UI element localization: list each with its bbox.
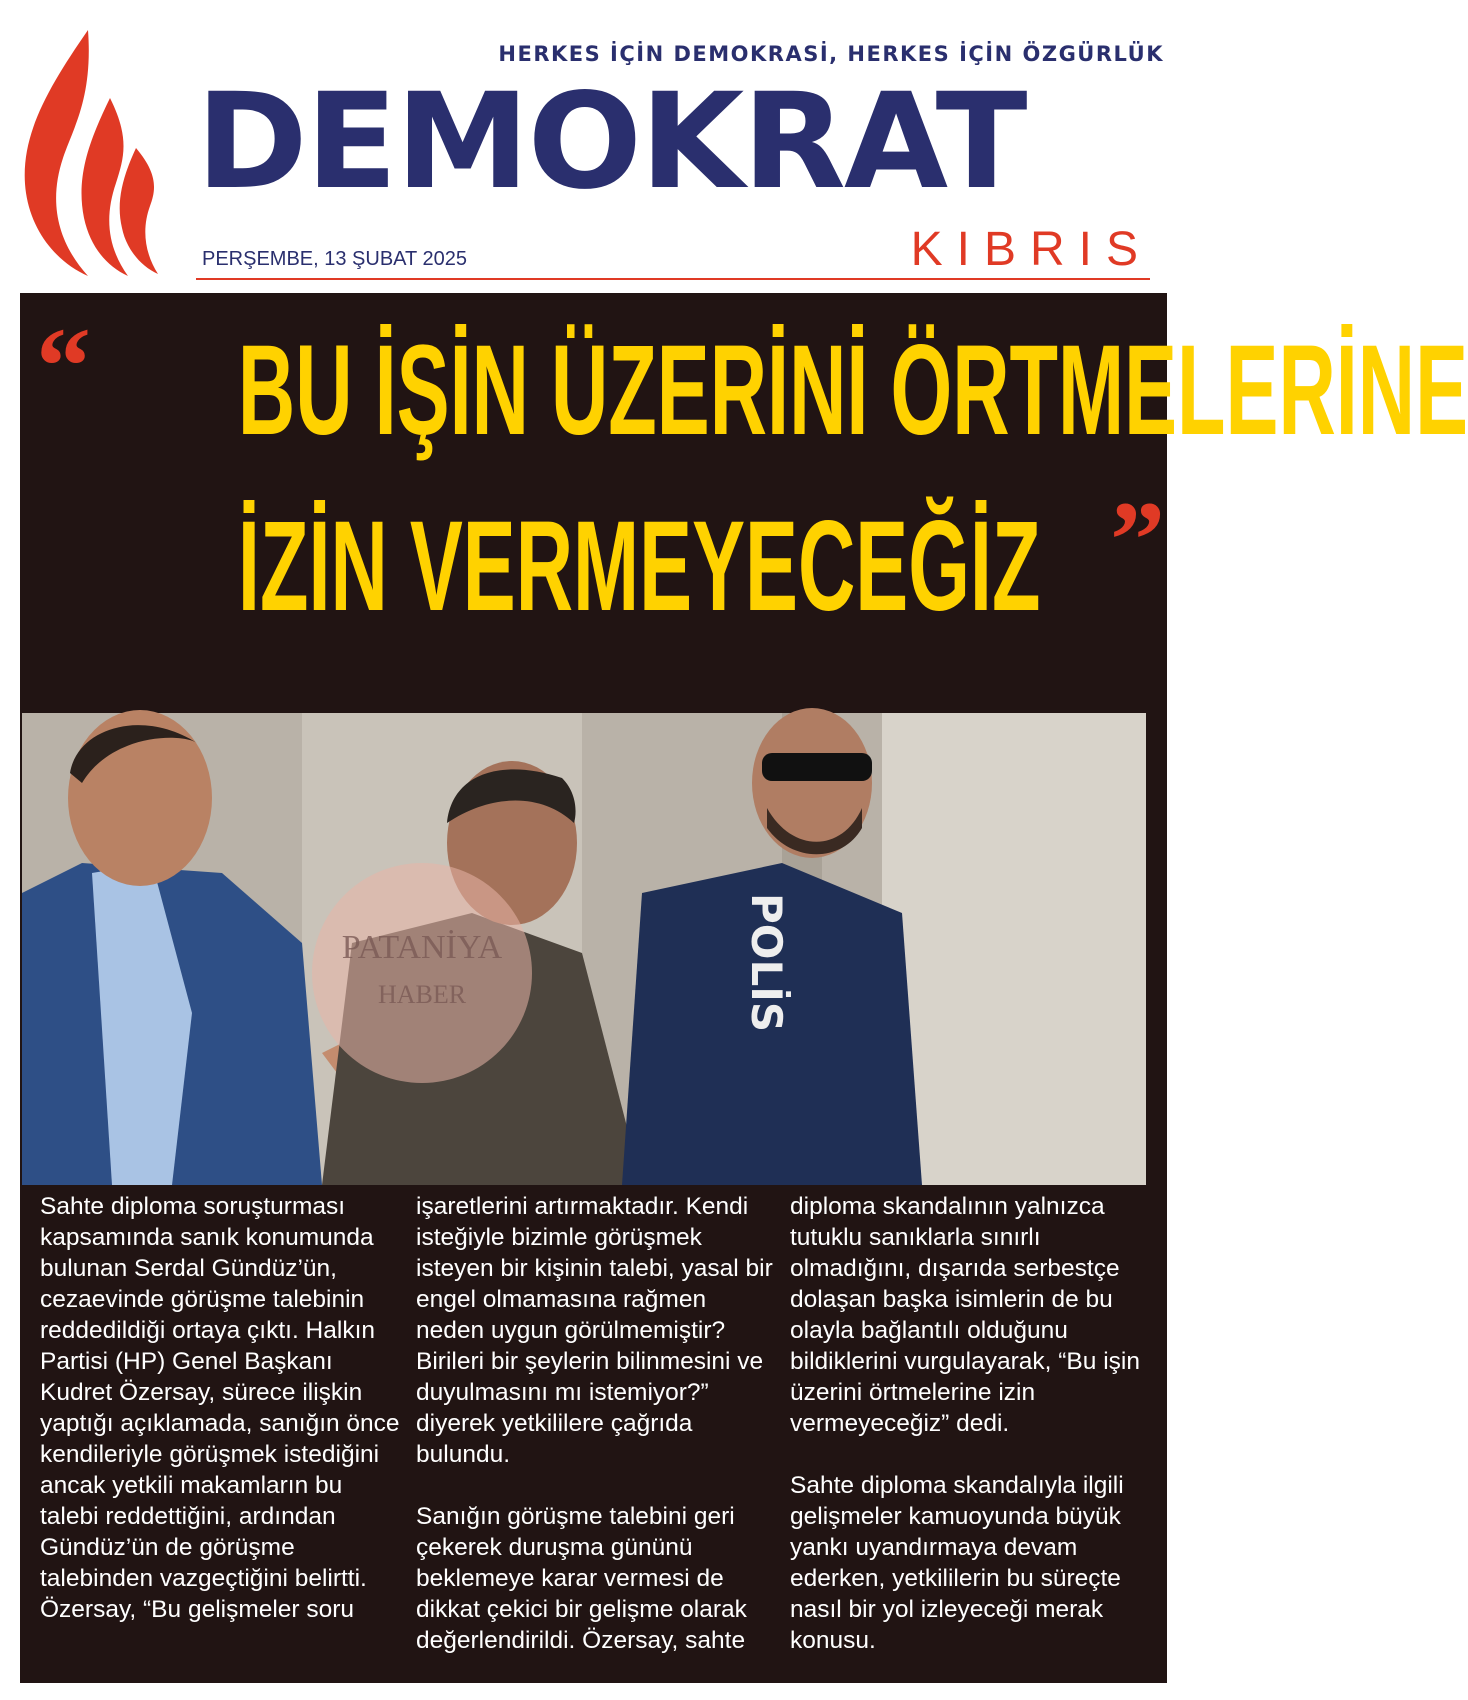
article-column-3: [790, 1191, 1150, 1687]
issue-date: PERŞEMBE, 13 ŞUBAT 2025: [202, 248, 467, 270]
front-page-panel: [20, 293, 1468, 1683]
masthead-divider: [196, 278, 1150, 280]
headline-close-quote: ”: [1110, 479, 1165, 601]
vest-lettering: POLİS: [742, 893, 791, 1033]
article-paragraph: Sahte diploma soruşturması kapsamında sanık konumunda bulunan Serdal Gündüz’ün, cezaevinde görüşme talebinin reddedildiği ortaya çıktı. Halkın Partisi (HP) Genel Başkanı Kudret Özersay, sürece ilişkin yaptığı açıklamada, sanığın önce kendileriyle görüşmek istediğini ancak yetkili makamların bu talebi reddettiğini, ardından Gündüz’ün de görüşme talebinden vazgeçtiğini belirtti. Özersay, “Bu gelişmeler soru: [40, 1193, 400, 1623]
article-paragraph: diploma skandalının yalnızca tutuklu sanıklarla sınırlı olmadığını, dışarıda serbestçe dolaşan başka isimlerin de bu olayla bağlantılı olduğunu bildiklerini vurgulayarak, “Bu işin üzerini örtmelerine izin vermeyeceğiz” dedi.: [790, 1193, 1140, 1437]
masthead-slogan: HERKES İÇİN DEMOKRASİ, HERKES İÇİN ÖZGÜRLÜK: [498, 42, 1164, 66]
newspaper-title: DEMOKRAT: [196, 65, 1026, 219]
headline-line-1: BU İŞİN ÜZERİNİ ÖRTMELERİNE: [237, 319, 1468, 462]
news-photo: [22, 713, 1146, 1185]
watermark-line-2: HABER: [377, 980, 467, 1009]
article-column-2: [416, 1191, 776, 1687]
article-paragraph: işaretlerini artırmaktadır. Kendi isteğiyle bizimle görüşmek isteyen bir kişinin talebi, yasal bir engel olmamasına rağmen neden uygun görülmemiştir? Birileri bir şeylerin bilinmesini ve duyulmasını mı istemiyor?” diyerek yetkililere çağrıda bulundu.: [416, 1193, 773, 1468]
watermark-line-1: PATANİYA: [341, 929, 503, 966]
article-paragraph: Sahte diploma skandalıyla ilgili gelişmeler kamuoyunda büyük yankı uyandırmaya devam ederken, yetkililerin bu süreçte nasıl bir yol izleyeceği merak konusu.: [790, 1472, 1124, 1654]
headline-line-2: İZİN VERMEYECEĞİZ: [237, 495, 1041, 638]
article-paragraph: Sanığın görüşme talebini geri çekerek duruşma gününü beklemeye karar vermesi de dikkat çekici bir gelişme olarak değerlendirildi. Özersay, sahte: [416, 1503, 747, 1654]
article-column-1: [40, 1191, 400, 1656]
headline-open-quote: “: [36, 305, 91, 427]
edition-country: KIBRIS: [910, 223, 1152, 276]
flame-logo-icon: [18, 28, 178, 278]
masthead: [0, 0, 1186, 285]
